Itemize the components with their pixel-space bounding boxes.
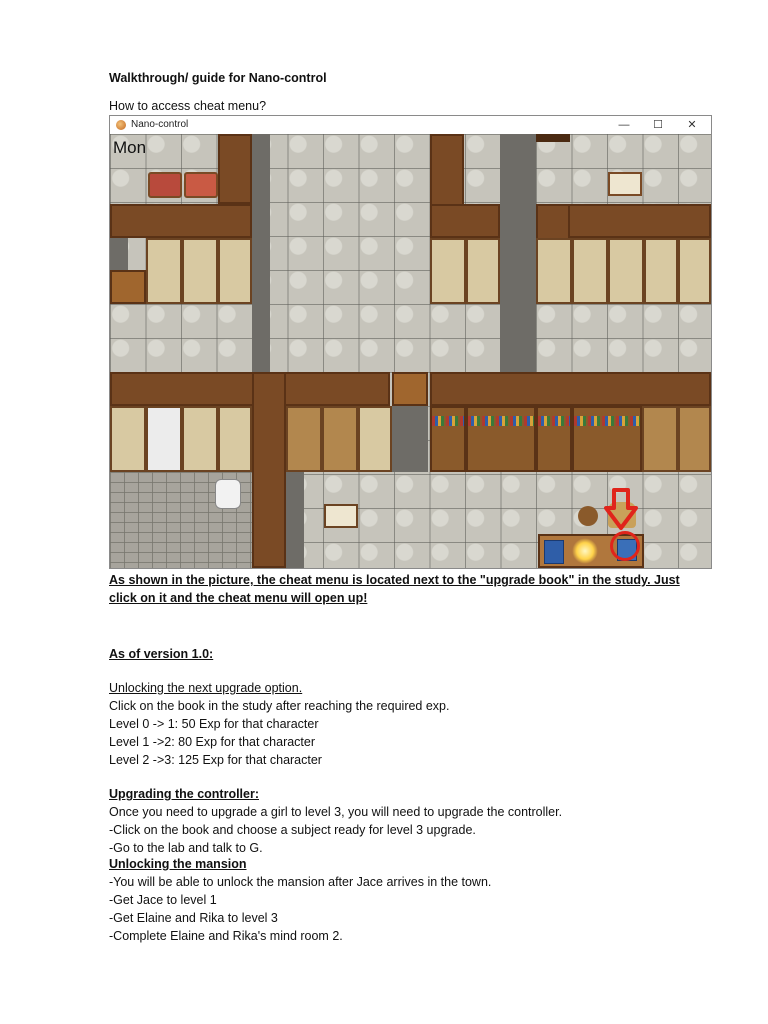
wall-panel <box>572 238 608 304</box>
door <box>110 270 146 304</box>
wall-panel <box>182 406 218 472</box>
bookshelf <box>286 406 322 472</box>
minimize-button[interactable]: — <box>618 119 630 131</box>
close-button[interactable]: ✕ <box>687 119 697 131</box>
wall-panel <box>146 238 182 304</box>
highlight-circle <box>610 531 640 561</box>
maximize-button[interactable]: ☐ <box>653 119 663 131</box>
text-line: -Get Jace to level 1 <box>109 893 217 907</box>
wall-segment <box>430 372 711 406</box>
bookshelf <box>430 406 466 472</box>
wall-panel <box>358 406 392 472</box>
window-titlebar <box>110 116 711 134</box>
screenshot-caption: As shown in the picture, the cheat menu is located next to the "upgrade book" in the study. Just click on it and the cheat menu will open up! <box>109 573 680 605</box>
text-line: Level 2 ->3: 125 Exp for that character <box>109 753 322 767</box>
flower-pot <box>184 172 218 198</box>
page-heading: Walkthrough/ guide for Nano-control <box>109 71 327 85</box>
text-line: Level 1 ->2: 80 Exp for that character <box>109 735 316 749</box>
wall-segment <box>110 204 252 238</box>
hud-day-label: Mon <box>113 138 147 157</box>
bookshelf <box>572 406 642 472</box>
window-title: Nano-control <box>131 119 189 130</box>
wall-shadow <box>392 406 428 472</box>
text-line: Click on the book in the study after reaching the required exp. <box>109 699 450 713</box>
wall-panel <box>218 406 252 472</box>
wall-panel <box>430 238 466 304</box>
wall-shadow <box>286 472 304 568</box>
wall-panel <box>678 238 711 304</box>
text-line: Once you need to upgrade a girl to level 3, you will need to upgrade the controller. <box>109 805 563 819</box>
game-map <box>110 134 711 568</box>
toilet <box>215 479 241 509</box>
bookshelf <box>536 406 572 472</box>
shelf-with-jars <box>642 406 678 472</box>
corridor-shadow <box>500 134 536 384</box>
wall-segment <box>430 204 500 238</box>
wall-panel <box>218 238 252 304</box>
glow-effect <box>572 538 598 564</box>
wall-panel <box>536 238 572 304</box>
upgrade-book[interactable] <box>544 540 564 564</box>
section-title-controller: Upgrading the controller: <box>109 787 259 801</box>
game-screenshot-window <box>109 115 712 569</box>
question-line: How to access cheat menu? <box>109 99 267 113</box>
wall-panel <box>110 406 146 472</box>
app-icon <box>116 120 126 130</box>
study-door <box>392 372 428 406</box>
section-title-unlock-upgrade: Unlocking the next upgrade option. <box>109 681 303 695</box>
wall-panel <box>644 238 678 304</box>
wall-panel <box>608 238 644 304</box>
text-line: -Get Elaine and Rika to level 3 <box>109 911 278 925</box>
flower-pot <box>148 172 182 198</box>
shelf-with-jars <box>678 406 711 472</box>
open-book-decor <box>608 172 642 196</box>
open-book-table <box>324 504 358 528</box>
wall-segment <box>218 134 252 204</box>
arrow-down-icon <box>604 488 638 530</box>
wall-segment <box>110 372 390 406</box>
stool <box>578 506 598 526</box>
text-line: -Complete Elaine and Rika's mind room 2. <box>109 929 343 943</box>
text-line: -You will be able to unlock the mansion after Jace arrives in the town. <box>109 875 492 889</box>
wall-panel <box>466 238 500 304</box>
bookshelf <box>466 406 536 472</box>
wall-segment <box>252 372 286 568</box>
text-line: -Go to the lab and talk to G. <box>109 841 263 855</box>
text-line: -Click on the book and choose a subject ready for level 3 upgrade. <box>109 823 476 837</box>
wall-panel <box>182 238 218 304</box>
text-line: Level 0 -> 1: 50 Exp for that character <box>109 717 319 731</box>
mirror-sink <box>146 406 182 472</box>
drawer-cabinet <box>322 406 358 472</box>
wall-shadow <box>252 134 270 384</box>
version-heading: As of version 1.0: <box>109 647 214 661</box>
section-title-mansion: Unlocking the mansion <box>109 857 247 871</box>
wall-segment <box>430 134 464 214</box>
